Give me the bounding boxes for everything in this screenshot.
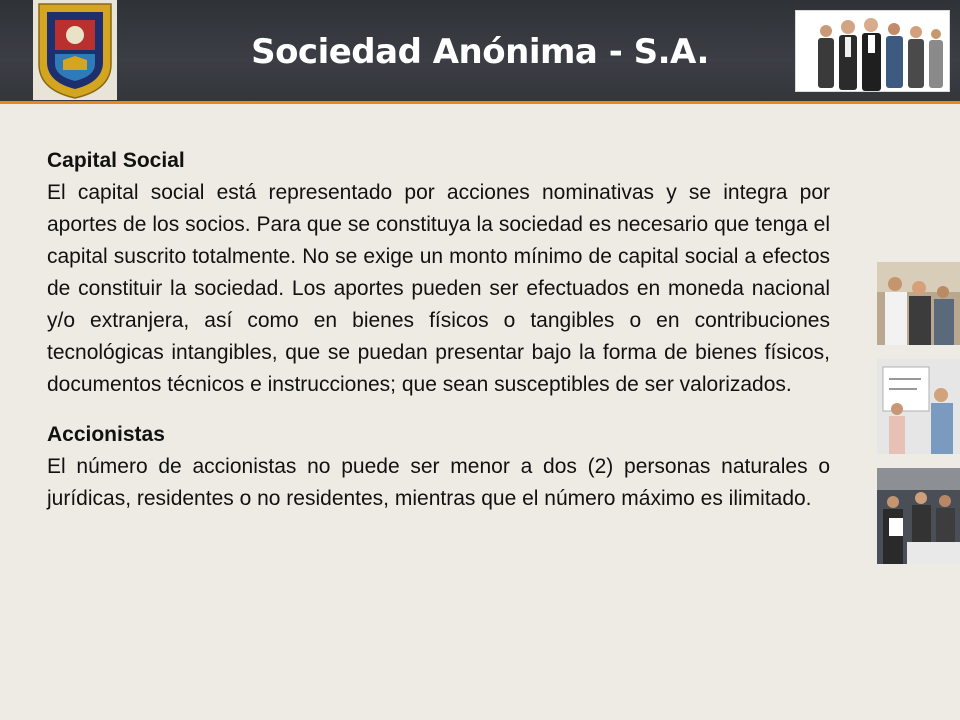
meeting-applause-photo xyxy=(877,262,960,345)
slide-content xyxy=(47,145,830,515)
presentation-whiteboard-photo xyxy=(877,359,960,454)
section-heading-capital-social: Capital Social xyxy=(47,149,185,172)
conference-audience-photo xyxy=(877,468,960,564)
business-team-photo xyxy=(795,10,950,92)
section-body-accionistas: El número de accionistas no puede ser menor a dos (2) personas naturales o jurídicas, residentes o no residentes, mientras que el número máximo es ilimitado. xyxy=(47,455,830,510)
section-spacer xyxy=(47,401,830,419)
header-accent-line xyxy=(0,101,960,104)
section-heading-accionistas: Accionistas xyxy=(47,423,165,446)
slide-header xyxy=(0,0,960,101)
slide-title: Sociedad Anónima - S.A. xyxy=(251,32,709,72)
section-body-capital-social: El capital social está representado por acciones nominativas y se integra por aportes de los socios. Para que se constituya la sociedad es necesario que tenga el capital suscrito totalmente. No se exige un monto mínimo de capital social a efectos de constituir la sociedad. Los aportes pueden ser efectuados en moneda nacional y/o extranjera, así como en bienes físicos o tangibles o en contribuciones tecnológicas intangibles, que se puedan presentar bajo la forma de bienes físicos, documentos técnicos e instrucciones; que sean susceptibles de ser valorizados. xyxy=(47,181,830,396)
